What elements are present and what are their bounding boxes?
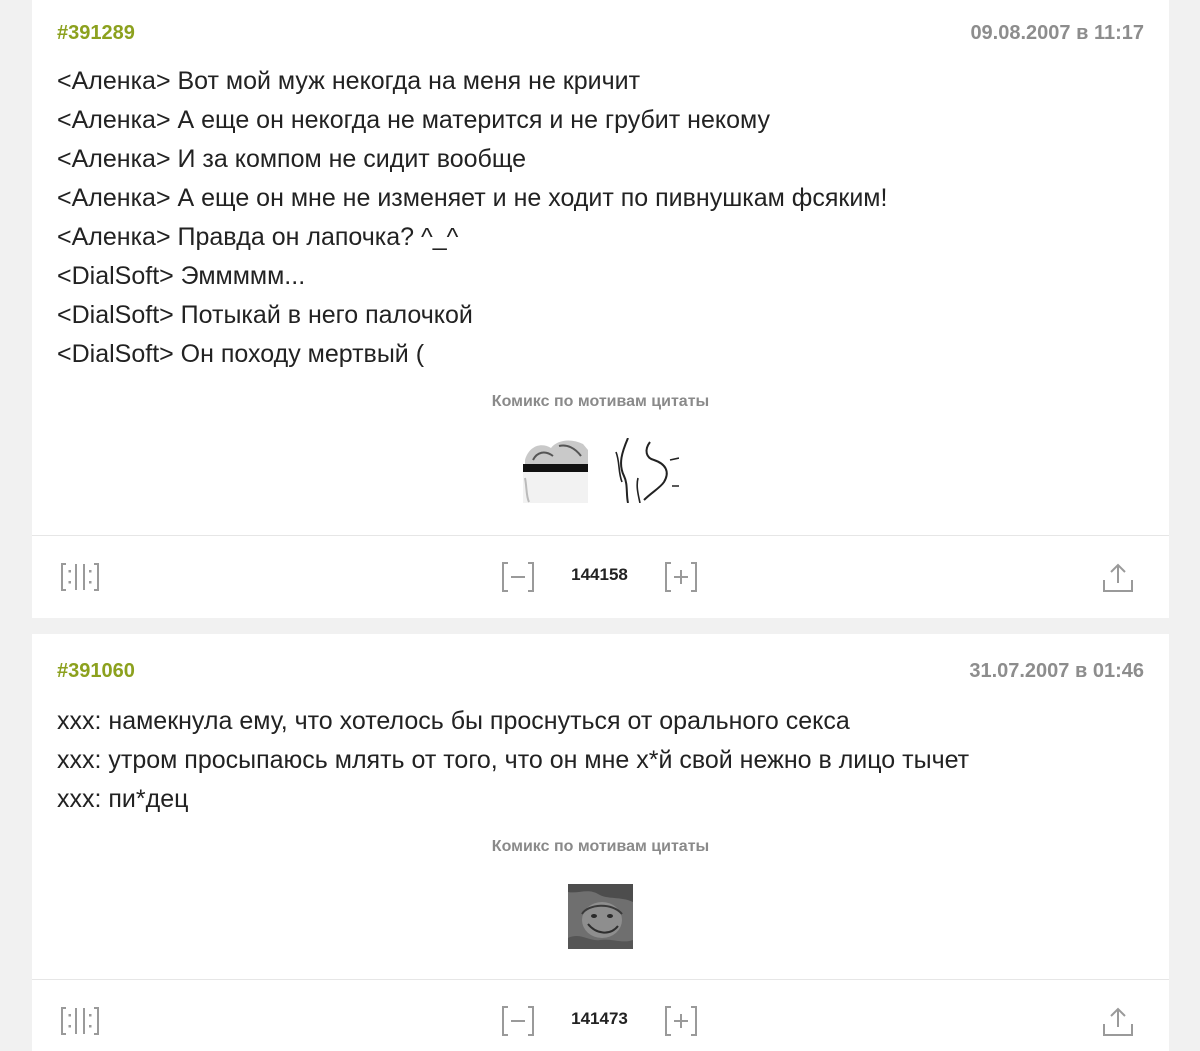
bayan-icon (60, 1006, 100, 1036)
vote-down-button[interactable] (500, 1004, 536, 1038)
plus-bracket-icon (663, 560, 699, 594)
quote-line: <Аленка> Вот мой муж некогда на меня не кричит (57, 67, 641, 95)
comic-thumbnail[interactable] (568, 884, 633, 949)
quote-line: <Аленка> А еще он некогда не матерится и не грубит некому (57, 106, 770, 134)
vote-down-button[interactable] (500, 560, 536, 594)
share-button[interactable] (1101, 562, 1135, 594)
quote-line: <DialSoft> Эммммм... (57, 262, 306, 290)
comics-caption: Комикс по мотивам цитаты (491, 393, 710, 410)
bayan-button[interactable] (60, 562, 100, 592)
quote-line: <Аленка> Правда он лапочка? ^_^ (57, 223, 459, 251)
vote-up-button[interactable] (663, 1004, 699, 1038)
comics-thumbnails (32, 884, 1169, 949)
quote-header (57, 20, 1144, 46)
rating-value: 141473 (571, 1009, 628, 1028)
quote-card (32, 634, 1169, 1051)
plus-bracket-icon (663, 1004, 699, 1038)
quote-date: 09.08.2007 в 11:17 (970, 21, 1144, 44)
vote-group (500, 1004, 700, 1038)
share-upload-icon (1101, 1006, 1135, 1038)
share-upload-icon (1101, 562, 1135, 594)
bayan-icon (60, 562, 100, 592)
share-button[interactable] (1101, 1006, 1135, 1038)
quote-line: xxx: утром просыпаюсь млять от того, что он мне х*й свой нежно в лицо тычет (57, 746, 970, 774)
quote-date: 31.07.2007 в 01:46 (969, 659, 1144, 682)
rating-value: 144158 (571, 565, 628, 584)
quote-line: xxx: намекнула ему, что хотелось бы проснуться от орального секса (57, 707, 850, 735)
bayan-button[interactable] (60, 1006, 100, 1036)
comic-thumbnail[interactable] (523, 438, 588, 503)
quote-line: xxx: пи*дец (57, 785, 189, 813)
quote-line: <DialSoft> Он походу мертвый ( (57, 340, 425, 368)
quote-line: <Аленка> И за компом не сидит вообще (57, 145, 527, 173)
quote-body (57, 702, 1144, 819)
minus-bracket-icon (500, 560, 536, 594)
quote-line: <DialSoft> Потыкай в него палочкой (57, 301, 473, 329)
vote-up-button[interactable] (663, 560, 699, 594)
vote-group (500, 560, 700, 594)
quote-card (32, 0, 1169, 618)
quote-header (57, 658, 1144, 684)
minus-bracket-icon (500, 1004, 536, 1038)
quote-body (57, 62, 1144, 374)
quote-footer (32, 980, 1169, 1051)
comics-caption: Комикс по мотивам цитаты (491, 838, 710, 855)
quote-id-link[interactable]: #391289 (57, 21, 135, 44)
quote-footer (32, 536, 1169, 616)
quote-line: <Аленка> А еще он мне не изменяет и не ходит по пивнушкам фсяким! (57, 184, 888, 212)
quote-id-link[interactable]: #391060 (57, 659, 135, 682)
comic-thumbnail[interactable] (614, 438, 679, 503)
comics-thumbnails (32, 438, 1169, 503)
